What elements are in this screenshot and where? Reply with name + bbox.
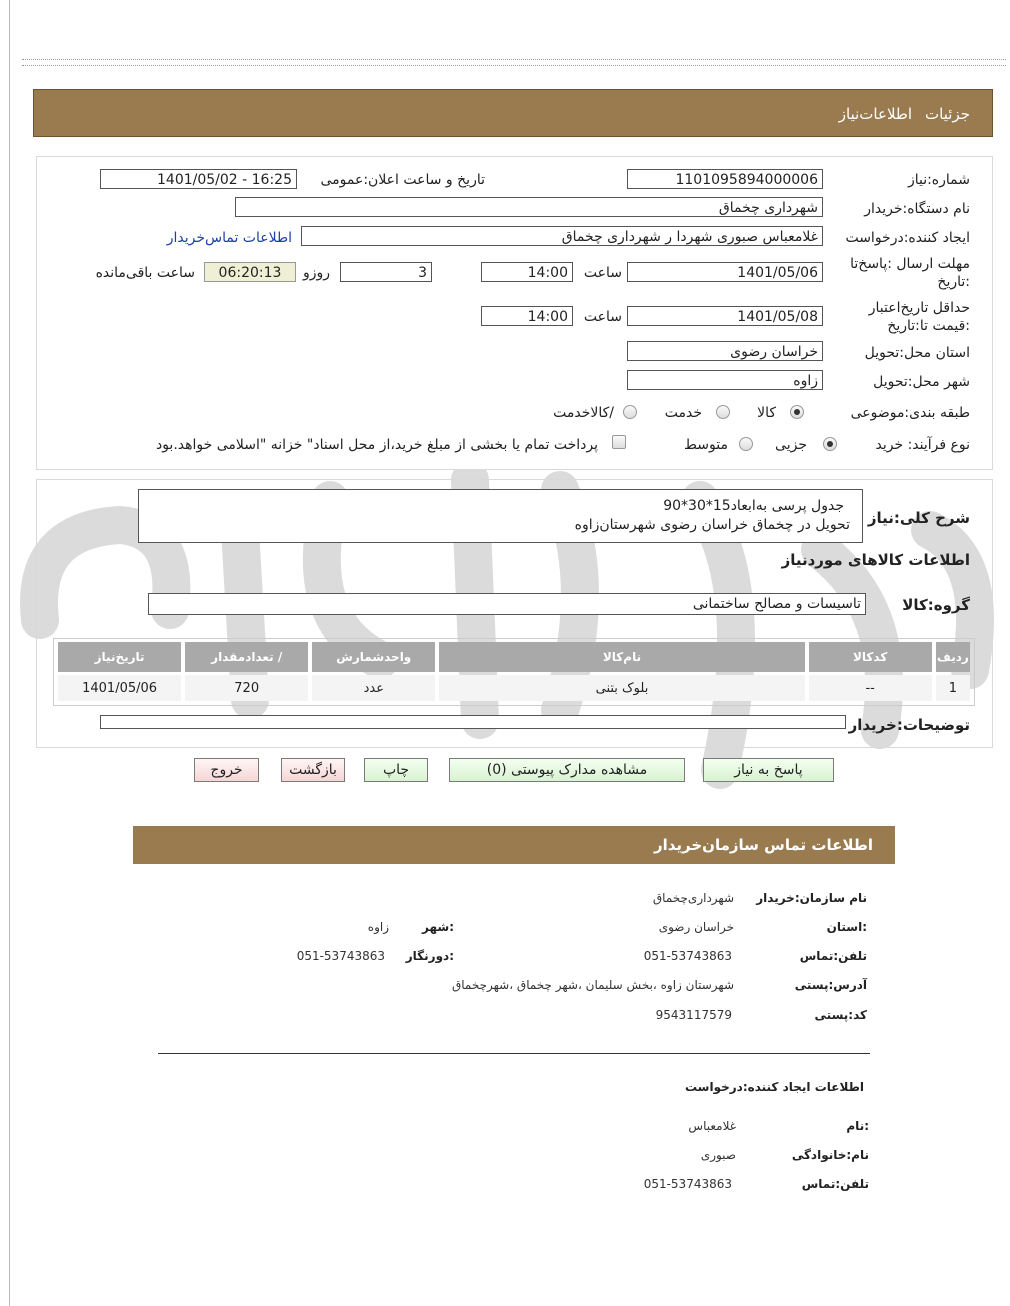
contact-header <box>133 826 895 864</box>
cell-unit: عدد <box>312 675 435 701</box>
back-button[interactable]: بازگشت <box>281 758 345 782</box>
announce-field: 1401/05/02 - 16:25 <box>100 169 297 189</box>
validity-label: حداقل تاریخ‌اعتبار <box>868 300 970 316</box>
contact-phone-value: 051-53743863 <box>643 949 732 963</box>
contact-postal-value: 9543117579 <box>655 1008 732 1022</box>
days-label: روزو <box>302 265 330 281</box>
validity-time-label: ساعت <box>583 309 622 325</box>
buyer-org-field: شهرداری چخماق <box>235 197 823 217</box>
validity-date-field: 1401/05/08 <box>627 306 823 326</box>
reply-time-label: ساعت <box>583 265 622 281</box>
need-number-field: 1101095894000006 <box>627 169 823 189</box>
col-date: تاریخ‌نیاز <box>58 642 181 672</box>
creator-phone-label: تلفن‌:تماس <box>801 1177 869 1191</box>
process-partial-label: جزیی <box>775 437 807 453</box>
description-line-1: جدول پرسی به‌ابعاد15*30*90 <box>663 498 844 514</box>
cell-quantity: 720 <box>185 675 308 701</box>
description-label: شرح کلی‌:نیاز <box>867 509 970 527</box>
col-row: ردیف <box>936 642 970 672</box>
province-field: خراسان رضوی <box>627 341 823 361</box>
category-service-radio[interactable] <box>716 405 730 419</box>
cell-code: -- <box>809 675 932 701</box>
goods-section-title: اطلاعات کالاهای موردنیاز <box>781 551 970 569</box>
buyer-notes-label: توضیحات‌:خریدار <box>848 716 970 734</box>
contact-postal-label: کد‌:پستی <box>814 1008 867 1022</box>
remaining-label: ساعت باقی‌مانده <box>95 265 195 281</box>
category-goods-service-radio[interactable] <box>623 405 637 419</box>
goods-group-label: گروه‌:کالا <box>902 596 970 614</box>
announce-label: تاریخ و ساعت اعلان:عمومی <box>320 172 485 188</box>
buyer-org-label: نام دستگاه‌:خریدار <box>864 201 970 217</box>
reply-date-field: 1401/05/06 <box>627 262 823 282</box>
process-medium-label: متوسط <box>684 437 728 453</box>
goods-table-frame <box>53 638 975 706</box>
buyer-notes-field <box>100 715 846 729</box>
contact-phone-label: تلفن‌:تماس <box>799 949 867 963</box>
province-label: استان محل‌:تحویل <box>864 345 970 361</box>
treasury-payment-note: پرداخت تمام یا بخشی از مبلغ خرید،از محل اسناد" خزانه "اسلامی خواهد.بود <box>155 437 598 453</box>
contact-city-value: زاوه <box>367 920 389 934</box>
print-button[interactable]: چاپ <box>364 758 428 782</box>
creator-name-value: غلامعباس <box>688 1119 736 1133</box>
creator-name-label: :نام <box>846 1119 869 1133</box>
page-header <box>33 89 993 137</box>
contact-org-value: شهرداری‌چخماق <box>652 891 734 905</box>
top-dotted-divider <box>22 59 1006 66</box>
col-code: کدکالا <box>809 642 932 672</box>
reply-time-field: 14:00 <box>481 262 573 282</box>
treasury-payment-checkbox[interactable] <box>612 435 626 449</box>
contact-org-label: نام سازمان‌:خریدار <box>756 891 867 905</box>
validity-label-2: :قیمت تا‌:تاریخ <box>887 318 970 334</box>
process-partial-radio[interactable] <box>823 437 837 451</box>
cell-name: بلوک بتنی <box>439 675 804 701</box>
reply-deadline-label: مهلت ارسال :پاسخ‌تا <box>850 256 970 272</box>
creator-family-value: صبوری <box>700 1148 736 1162</box>
contact-province-value: خراسان رضوی <box>658 920 734 934</box>
contact-address-value: شهرستان زاوه ،بخش سلیمان ،شهر چخماق ،شهرچخماق <box>451 978 734 992</box>
validity-time-field: 14:00 <box>481 306 573 326</box>
reply-button[interactable]: پاسخ به نیاز <box>703 758 834 782</box>
creator-info-title: اطلاعات ایجاد کننده‌:درخواست <box>684 1080 864 1094</box>
creator-family-label: نام‌:خانوادگی <box>791 1148 869 1162</box>
goods-group-field: تاسیسات و مصالح ساختمانی <box>148 593 866 615</box>
view-attachments-button[interactable]: مشاهده مدارک پیوستی (0) <box>449 758 685 782</box>
contact-title: اطلاعات تماس سازمان‌خریدار <box>653 836 873 854</box>
col-quantity: / تعدادمقدار <box>185 642 308 672</box>
days-field: 3 <box>340 262 432 282</box>
city-label: شهر محل‌:تحویل <box>873 374 970 390</box>
contact-address-label: آدرس‌:پستی <box>794 978 867 992</box>
category-service-label: خدمت <box>664 405 702 421</box>
contact-province-label: :استان <box>826 920 867 934</box>
category-goods-radio[interactable] <box>790 405 804 419</box>
cell-date: 1401/05/06 <box>58 675 181 701</box>
contact-divider <box>158 1053 870 1054</box>
description-box <box>138 489 863 543</box>
category-label: طبقه بندی‌:موضوعی <box>850 405 970 421</box>
cell-row: 1 <box>936 675 970 701</box>
description-line-2: تحویل در چخماق خراسان رضوی شهرستان‌زاوه <box>574 517 850 533</box>
creator-phone-value: 051-53743863 <box>643 1177 732 1191</box>
tab-need-info[interactable]: اطلاعات‌نیاز <box>838 105 912 123</box>
col-unit: واحدشمارش <box>312 642 435 672</box>
process-medium-radio[interactable] <box>739 437 753 451</box>
need-number-label: شماره‌:نیاز <box>907 172 970 188</box>
contact-city-label: :شهر <box>422 920 454 934</box>
reply-deadline-label-2: :تاریخ <box>937 274 970 290</box>
buyer-contact-link[interactable]: اطلاعات تماس‌خریدار <box>166 230 292 246</box>
creator-label: ایجاد کننده‌:درخواست <box>845 230 970 246</box>
tab-details[interactable]: جزئیات <box>925 105 970 123</box>
category-goods-service-label: /کالاخدمت <box>553 405 614 421</box>
category-goods-label: کالا <box>757 405 776 421</box>
remaining-time-field: 06:20:13 <box>204 262 296 282</box>
creator-field: غلامعباس صبوری شهردا ر شهرداری چخماق <box>301 226 823 246</box>
col-name: نام‌کالا <box>439 642 804 672</box>
process-label: نوع فرآیند: خرید <box>875 437 970 453</box>
city-field: زاوه <box>627 370 823 390</box>
contact-fax-value: 051-53743863 <box>296 949 385 963</box>
exit-button[interactable]: خروج <box>194 758 259 782</box>
contact-fax-label: :دورنگار <box>405 949 454 963</box>
